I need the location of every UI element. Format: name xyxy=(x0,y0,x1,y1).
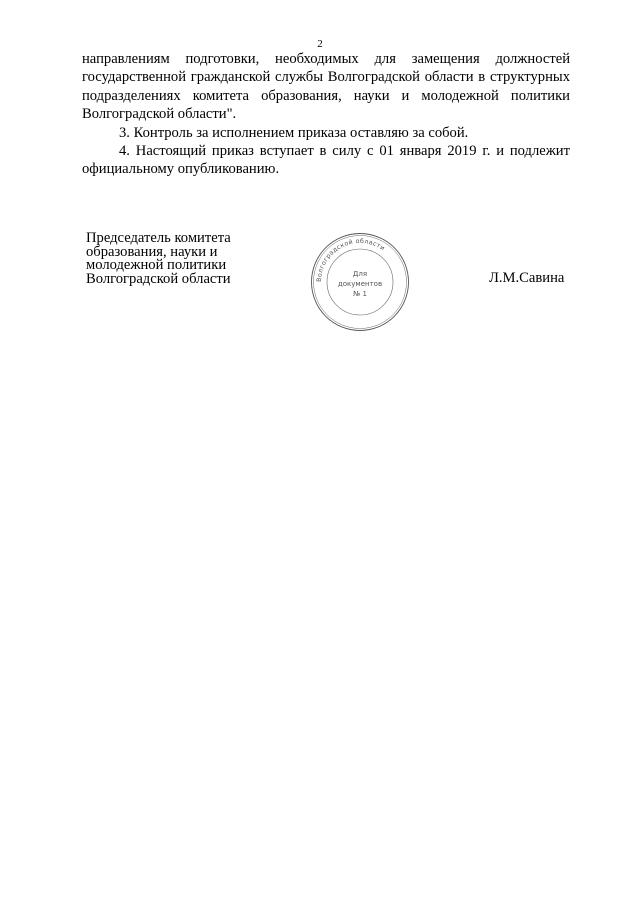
signatory-position-line: Председатель комитета xyxy=(86,230,231,246)
signatory-position xyxy=(86,232,256,286)
document-body xyxy=(82,50,570,179)
signatory-position-line: молодежной политики xyxy=(86,257,227,274)
seal-outer-text: Волгоградской области xyxy=(315,237,387,283)
paragraph-continuation: направлениям подготовки, необходимых для замещения должностей государственной гражданской службы Волгоградской области в структурных подразделениях комитета образования, науки и молодежной политики Волгоградской области". xyxy=(82,51,570,123)
signatory-position-line: Волгоградской области xyxy=(86,270,231,287)
paragraph-item-4: 4. Настоящий приказ вступает в силу с 01 января 2019 г. и подлежит официальному опубликованию. xyxy=(82,143,570,178)
seal-center-line: Для xyxy=(352,270,368,278)
svg-text:Волгоградской области xyxy=(316,237,386,282)
seal-center-line: документов xyxy=(337,280,383,288)
page-number: 2 xyxy=(317,38,323,50)
paragraph-item-3: 3. Контроль за исполнением приказа оставляю за собой. xyxy=(119,124,469,141)
official-seal-stamp xyxy=(310,232,410,332)
signatory-name: Л.М.Савина xyxy=(489,270,565,286)
seal-center-line: № 1 xyxy=(353,290,367,298)
signatory-position-line: образования, науки и xyxy=(86,243,218,260)
